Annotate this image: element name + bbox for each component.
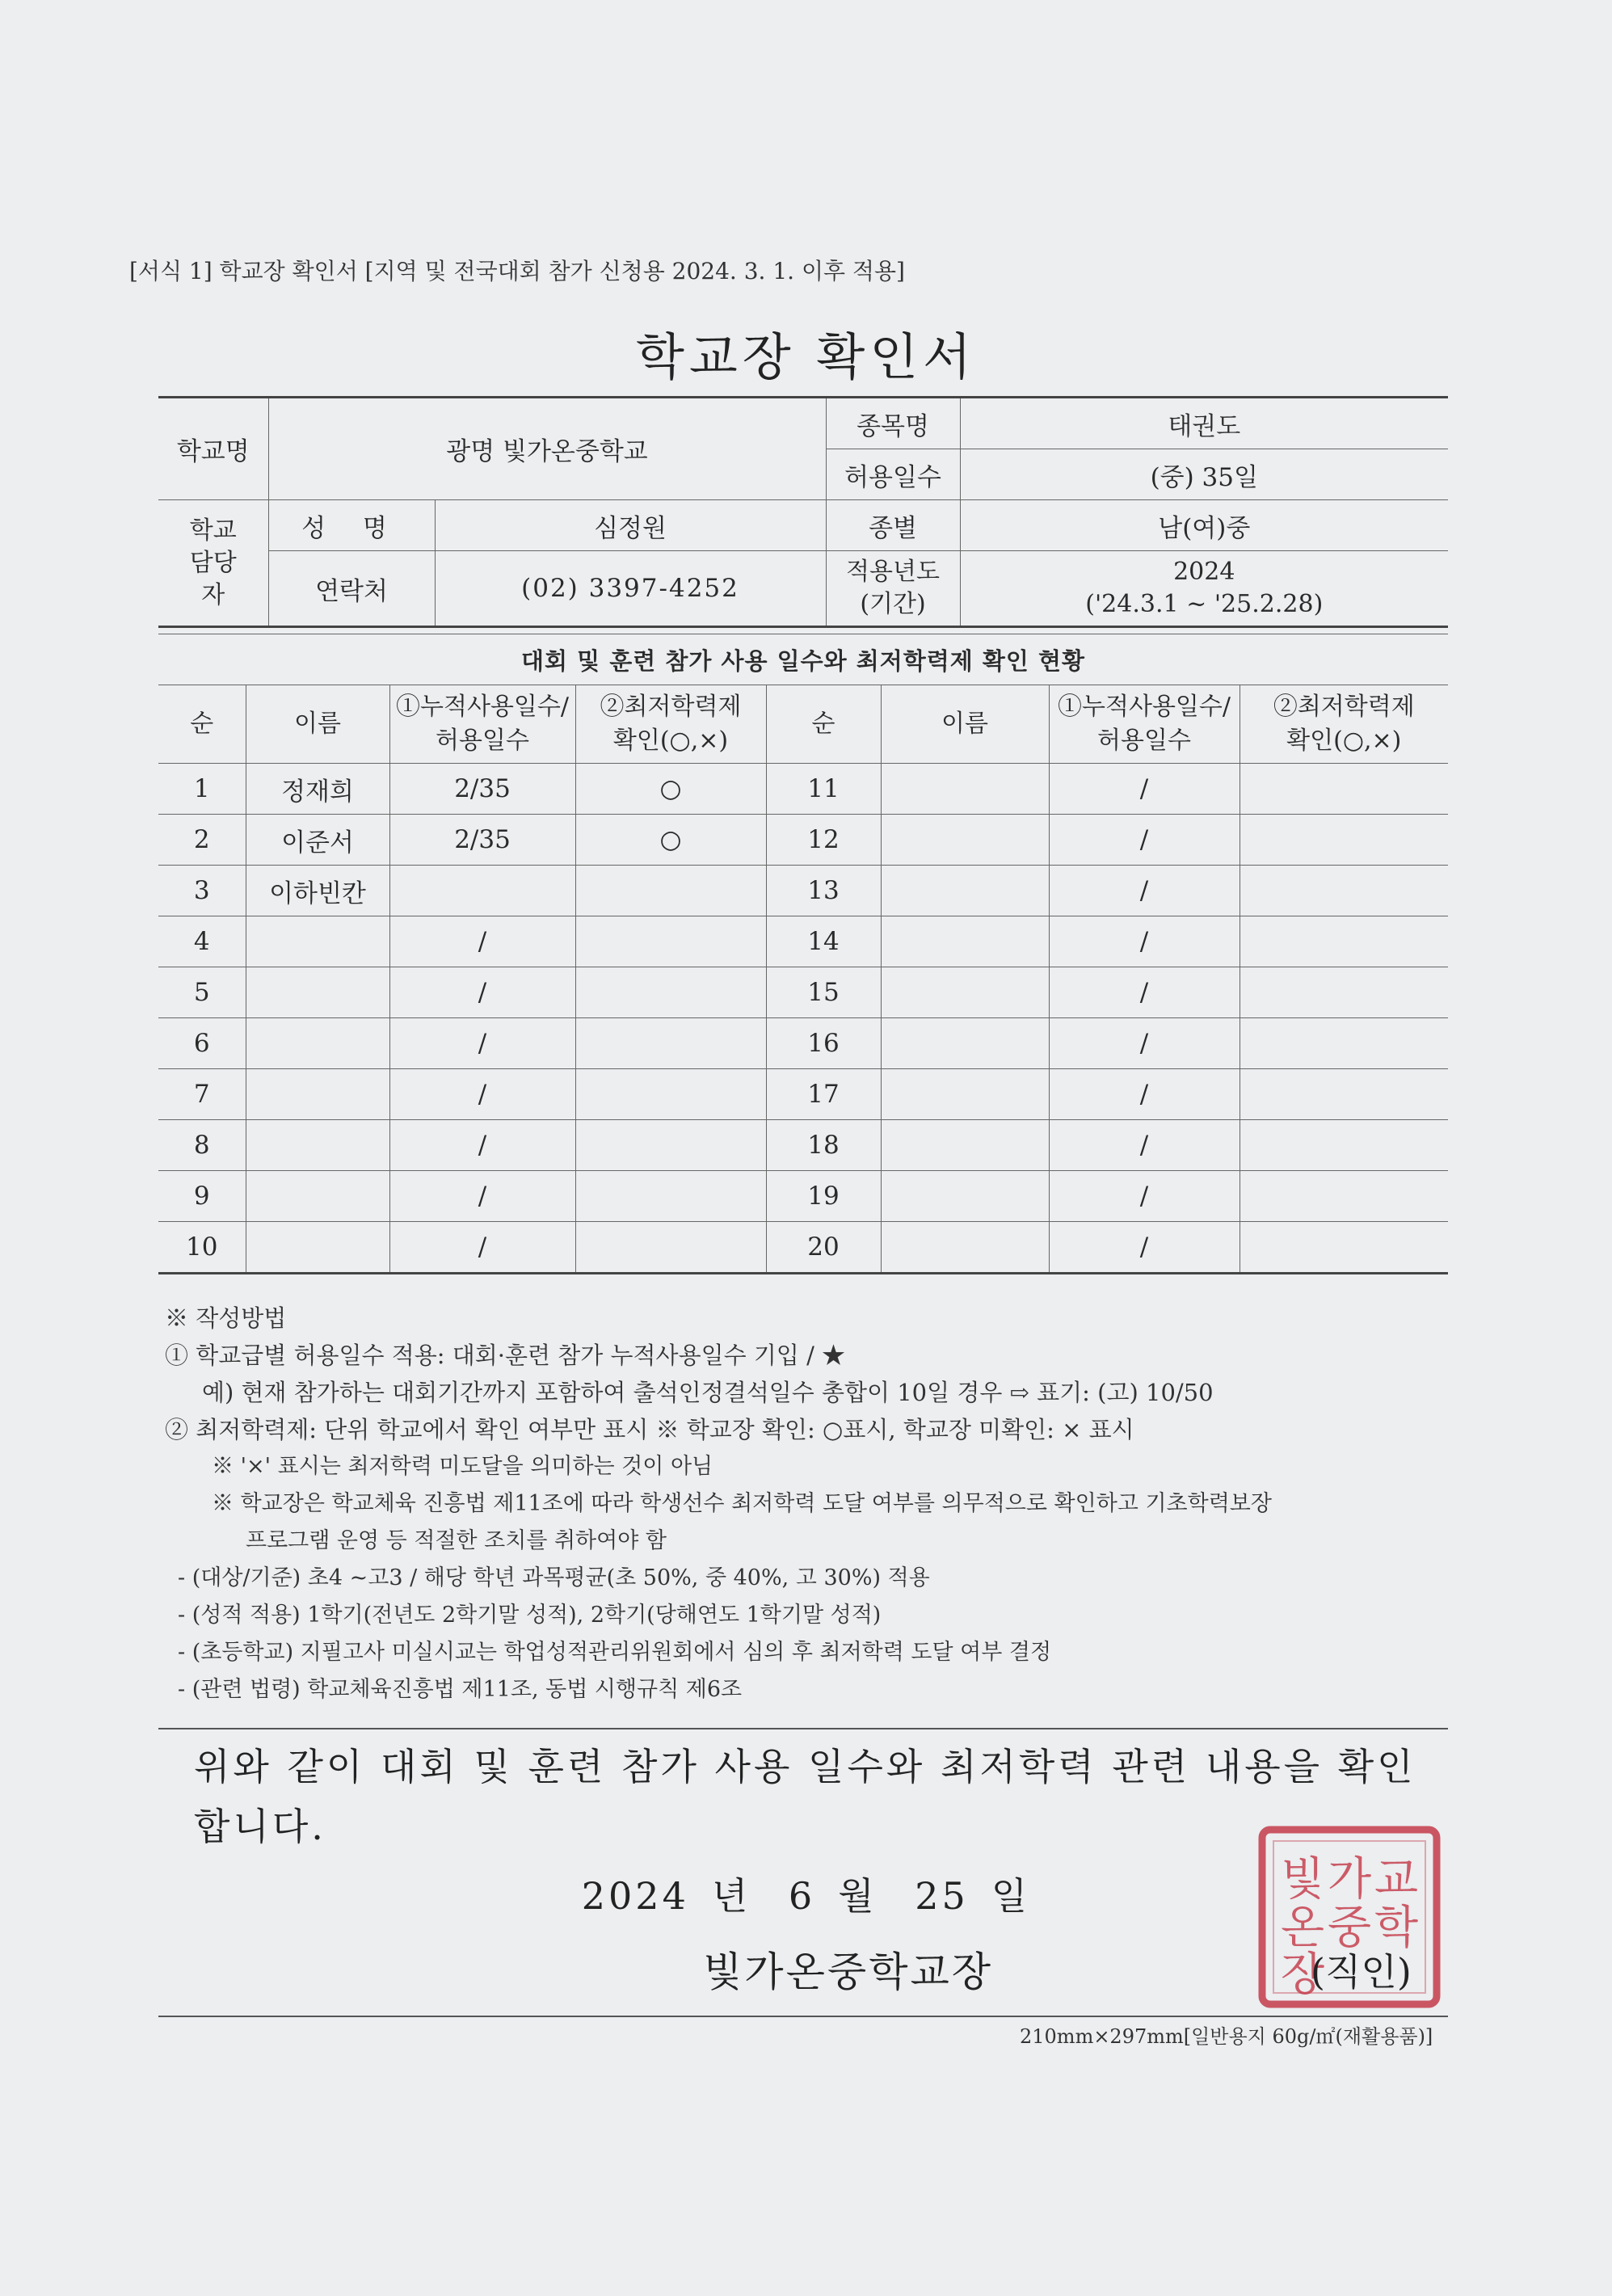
row-left-name (246, 1069, 389, 1120)
row-right-check (1240, 1018, 1448, 1069)
row-right-name (881, 764, 1049, 815)
gender-value: 남(여)중 (960, 500, 1448, 551)
row-right-name (881, 866, 1049, 916)
row-right-no: 19 (766, 1171, 881, 1222)
row-left-no: 3 (158, 866, 246, 916)
col-check-right-line2: 확인(○,×) (1286, 727, 1402, 755)
divider-top (158, 1728, 1448, 1729)
row-left-no: 4 (158, 916, 246, 967)
writing-notes (165, 1300, 1458, 1708)
col-check-right (1240, 685, 1448, 764)
info-table (158, 396, 1448, 628)
manager-label (158, 500, 268, 627)
section-title: 대회 및 훈련 참가 사용 일수와 최저학력제 확인 현황 (158, 634, 1448, 685)
row-left-days: / (389, 1069, 575, 1120)
col-check-line1: ②최저학력제 (600, 693, 742, 721)
svg-text:가: 가 (1327, 1853, 1372, 1906)
paper-spec: 210mm×297mm[일반용지 60g/㎡(재활용품)] (1020, 2025, 1433, 2048)
row-left-no: 2 (158, 815, 246, 866)
manager-label-text: 학교 담당자 (189, 516, 237, 609)
row-right-days: / (1049, 967, 1240, 1018)
year-label-cell (826, 551, 960, 627)
table-row (158, 1171, 1448, 1222)
note-detail-2: - (성적 적용) 1학기(전년도 2학기말 성적), 2학기(당해연도 1학기말 성적) (178, 1603, 882, 1628)
col-days-line2: 허용일수 (436, 727, 529, 755)
row-left-name (246, 967, 389, 1018)
row-left-days: / (389, 1120, 575, 1171)
school-value: 광명 빛가온중학교 (268, 398, 826, 500)
row-left-days: / (389, 1018, 575, 1069)
notes-heading: ※ 작성방법 (165, 1304, 287, 1332)
row-right-name (881, 967, 1049, 1018)
table-row (158, 1069, 1448, 1120)
col-days-right-line1: ①누적사용일수/ (1058, 693, 1231, 721)
row-right-check (1240, 916, 1448, 967)
note-2-a: ※ '×' 표시는 최저학력 미도달을 의미하는 것이 아님 (212, 1454, 713, 1479)
contact-value: (02) 3397-4252 (435, 551, 826, 627)
row-left-no: 10 (158, 1222, 246, 1274)
row-left-days: / (389, 967, 575, 1018)
row-right-no: 13 (766, 866, 881, 916)
row-right-check (1240, 1120, 1448, 1171)
col-name: 이름 (246, 685, 389, 764)
date-month-unit: 월 (838, 1874, 878, 1918)
period-value: ('24.3.1 ~ '25.2.28) (1085, 590, 1324, 618)
participation-table (158, 634, 1448, 1274)
table-row (158, 764, 1448, 815)
principal-title: 빛가온중학교장 (703, 1948, 994, 1995)
row-right-days: / (1049, 916, 1240, 967)
row-right-no: 11 (766, 764, 881, 815)
document-title: 학교장 확인서 (635, 327, 977, 386)
row-right-days: / (1049, 1171, 1240, 1222)
row-left-check (575, 1069, 766, 1120)
date-day-unit: 일 (991, 1874, 1031, 1918)
svg-text:교: 교 (1374, 1853, 1419, 1906)
row-left-no: 7 (158, 1069, 246, 1120)
row-left-days: / (389, 916, 575, 967)
row-right-no: 17 (766, 1069, 881, 1120)
row-left-check: ○ (575, 815, 766, 866)
table-row (158, 1018, 1448, 1069)
row-right-name (881, 916, 1049, 967)
row-left-check (575, 1120, 766, 1171)
row-left-days: 2/35 (389, 764, 575, 815)
svg-text:장: 장 (1280, 1948, 1325, 2001)
row-right-no: 15 (766, 967, 881, 1018)
row-right-check (1240, 764, 1448, 815)
event-value: 태권도 (960, 398, 1448, 449)
row-right-check (1240, 967, 1448, 1018)
row-left-no: 5 (158, 967, 246, 1018)
row-right-check (1240, 1069, 1448, 1120)
school-label: 학교명 (158, 398, 268, 500)
year-sub-label: (기간) (860, 590, 926, 618)
allowed-days-label: 허용일수 (826, 449, 960, 500)
col-check-line2: 확인(○,×) (612, 727, 729, 755)
row-right-name (881, 1120, 1049, 1171)
row-right-days: / (1049, 815, 1240, 866)
row-right-no: 18 (766, 1120, 881, 1171)
row-right-check (1240, 815, 1448, 866)
row-left-name (246, 1171, 389, 1222)
row-left-no: 8 (158, 1120, 246, 1171)
row-left-days: / (389, 1171, 575, 1222)
date-month: 6 (788, 1874, 816, 1918)
col-no-right: 순 (766, 685, 881, 764)
col-check-right-line1: ②최저학력제 (1273, 693, 1415, 721)
note-detail-3: - (초등학교) 지필고사 미실시교는 학업성적관리위원회에서 심의 후 최저학력 도달 여부 결정 (178, 1640, 1052, 1665)
form-header-note: [서식 1] 학교장 확인서 [지역 및 전국대회 참가 신청용 2024. 3. 1. 이후 적용] (129, 258, 905, 284)
seal-label: (직인) (1311, 1950, 1412, 1994)
date-year: 2024 (581, 1874, 689, 1918)
row-right-name (881, 815, 1049, 866)
row-left-name (246, 1018, 389, 1069)
date-day: 25 (915, 1874, 969, 1918)
col-days (389, 685, 575, 764)
event-label: 종목명 (826, 398, 960, 449)
note-detail-4: - (관련 법령) 학교체육진흥법 제11조, 동법 시행규칙 제6조 (178, 1677, 743, 1702)
table-row (158, 1120, 1448, 1171)
row-left-name (246, 916, 389, 967)
gender-label: 종별 (826, 500, 960, 551)
row-right-days: / (1049, 1069, 1240, 1120)
row-left-days: 2/35 (389, 815, 575, 866)
table-row (158, 916, 1448, 967)
note-detail-1: - (대상/기준) 초4 ~고3 / 해당 학년 과목평균(초 50%, 중 40%, 고 30%) 적용 (178, 1565, 930, 1590)
row-right-days: / (1049, 1222, 1240, 1274)
divider-bottom (158, 2016, 1448, 2017)
row-right-days: / (1049, 866, 1240, 916)
col-no: 순 (158, 685, 246, 764)
svg-text:온: 온 (1280, 1902, 1325, 1954)
note-2-b1: ※ 학교장은 학교체육 진흥법 제11조에 따라 학생선수 최저학력 도달 여부를 의무적으로 확인하고 기초학력보장 (212, 1491, 1272, 1516)
row-left-days: / (389, 1222, 575, 1274)
row-right-days: / (1049, 1120, 1240, 1171)
row-right-name (881, 1018, 1049, 1069)
year-label: 적용년도 (846, 558, 940, 586)
table-row (158, 967, 1448, 1018)
row-right-name (881, 1222, 1049, 1274)
row-right-no: 12 (766, 815, 881, 866)
svg-text:학: 학 (1374, 1902, 1419, 1954)
table-row (158, 866, 1448, 916)
row-left-check (575, 1171, 766, 1222)
row-left-name (246, 1222, 389, 1274)
confirm-statement: 위와 같이 대회 및 훈련 참가 사용 일수와 최저학력 관련 내용을 확인 (194, 1745, 1416, 1788)
col-days-right (1049, 685, 1240, 764)
row-right-name (881, 1069, 1049, 1120)
table-row (158, 1222, 1448, 1274)
row-left-name: 이준서 (246, 815, 389, 866)
row-left-check (575, 967, 766, 1018)
note-1-example: 예) 현재 참가하는 대회기간까지 포함하여 출석인정결석일수 총합이 10일 경우 ⇨ 표기: (고) 10/50 (202, 1379, 1214, 1406)
row-left-no: 1 (158, 764, 246, 815)
row-left-check (575, 866, 766, 916)
date-year-unit: 년 (711, 1874, 751, 1918)
row-right-no: 16 (766, 1018, 881, 1069)
name-value: 심정원 (435, 500, 826, 551)
note-2-b2: 프로그램 운영 등 적절한 조치를 취하여야 함 (246, 1528, 667, 1553)
row-right-no: 14 (766, 916, 881, 967)
year-value: 2024 (1173, 558, 1235, 586)
row-right-days: / (1049, 764, 1240, 815)
row-right-name (881, 1171, 1049, 1222)
year-value-cell (960, 551, 1448, 627)
row-right-days: / (1049, 1018, 1240, 1069)
col-check (575, 685, 766, 764)
note-1: ① 학교급별 허용일수 적용: 대회·훈련 참가 누적사용일수 기입 / ★ (165, 1342, 846, 1369)
row-right-no: 20 (766, 1222, 881, 1274)
row-right-check (1240, 1222, 1448, 1274)
row-left-check (575, 1018, 766, 1069)
note-2: ② 최저학력제: 단위 학교에서 확인 여부만 표시 ※ 학교장 확인: ○표시, 학교장 미확인: × 표시 (165, 1416, 1134, 1443)
row-left-name: 정재희 (246, 764, 389, 815)
contact-label: 연락처 (268, 551, 435, 627)
col-days-line1: ①누적사용일수/ (396, 693, 569, 721)
row-left-check (575, 916, 766, 967)
confirm-statement-end: 합니다. (194, 1805, 326, 1848)
row-left-check: ○ (575, 764, 766, 815)
row-left-days (389, 866, 575, 916)
row-left-no: 6 (158, 1018, 246, 1069)
row-left-name (246, 1120, 389, 1171)
row-left-check (575, 1222, 766, 1274)
name-label: 성 명 (268, 500, 435, 551)
row-right-check (1240, 1171, 1448, 1222)
row-right-check (1240, 866, 1448, 916)
row-left-no: 9 (158, 1171, 246, 1222)
allowed-days-value: (중) 35일 (960, 449, 1448, 500)
svg-text:중: 중 (1327, 1902, 1372, 1954)
table-row (158, 815, 1448, 866)
row-left-name: 이하빈칸 (246, 866, 389, 916)
col-name-right: 이름 (881, 685, 1049, 764)
col-days-right-line2: 허용일수 (1097, 727, 1191, 755)
svg-text:빛: 빛 (1280, 1853, 1325, 1906)
